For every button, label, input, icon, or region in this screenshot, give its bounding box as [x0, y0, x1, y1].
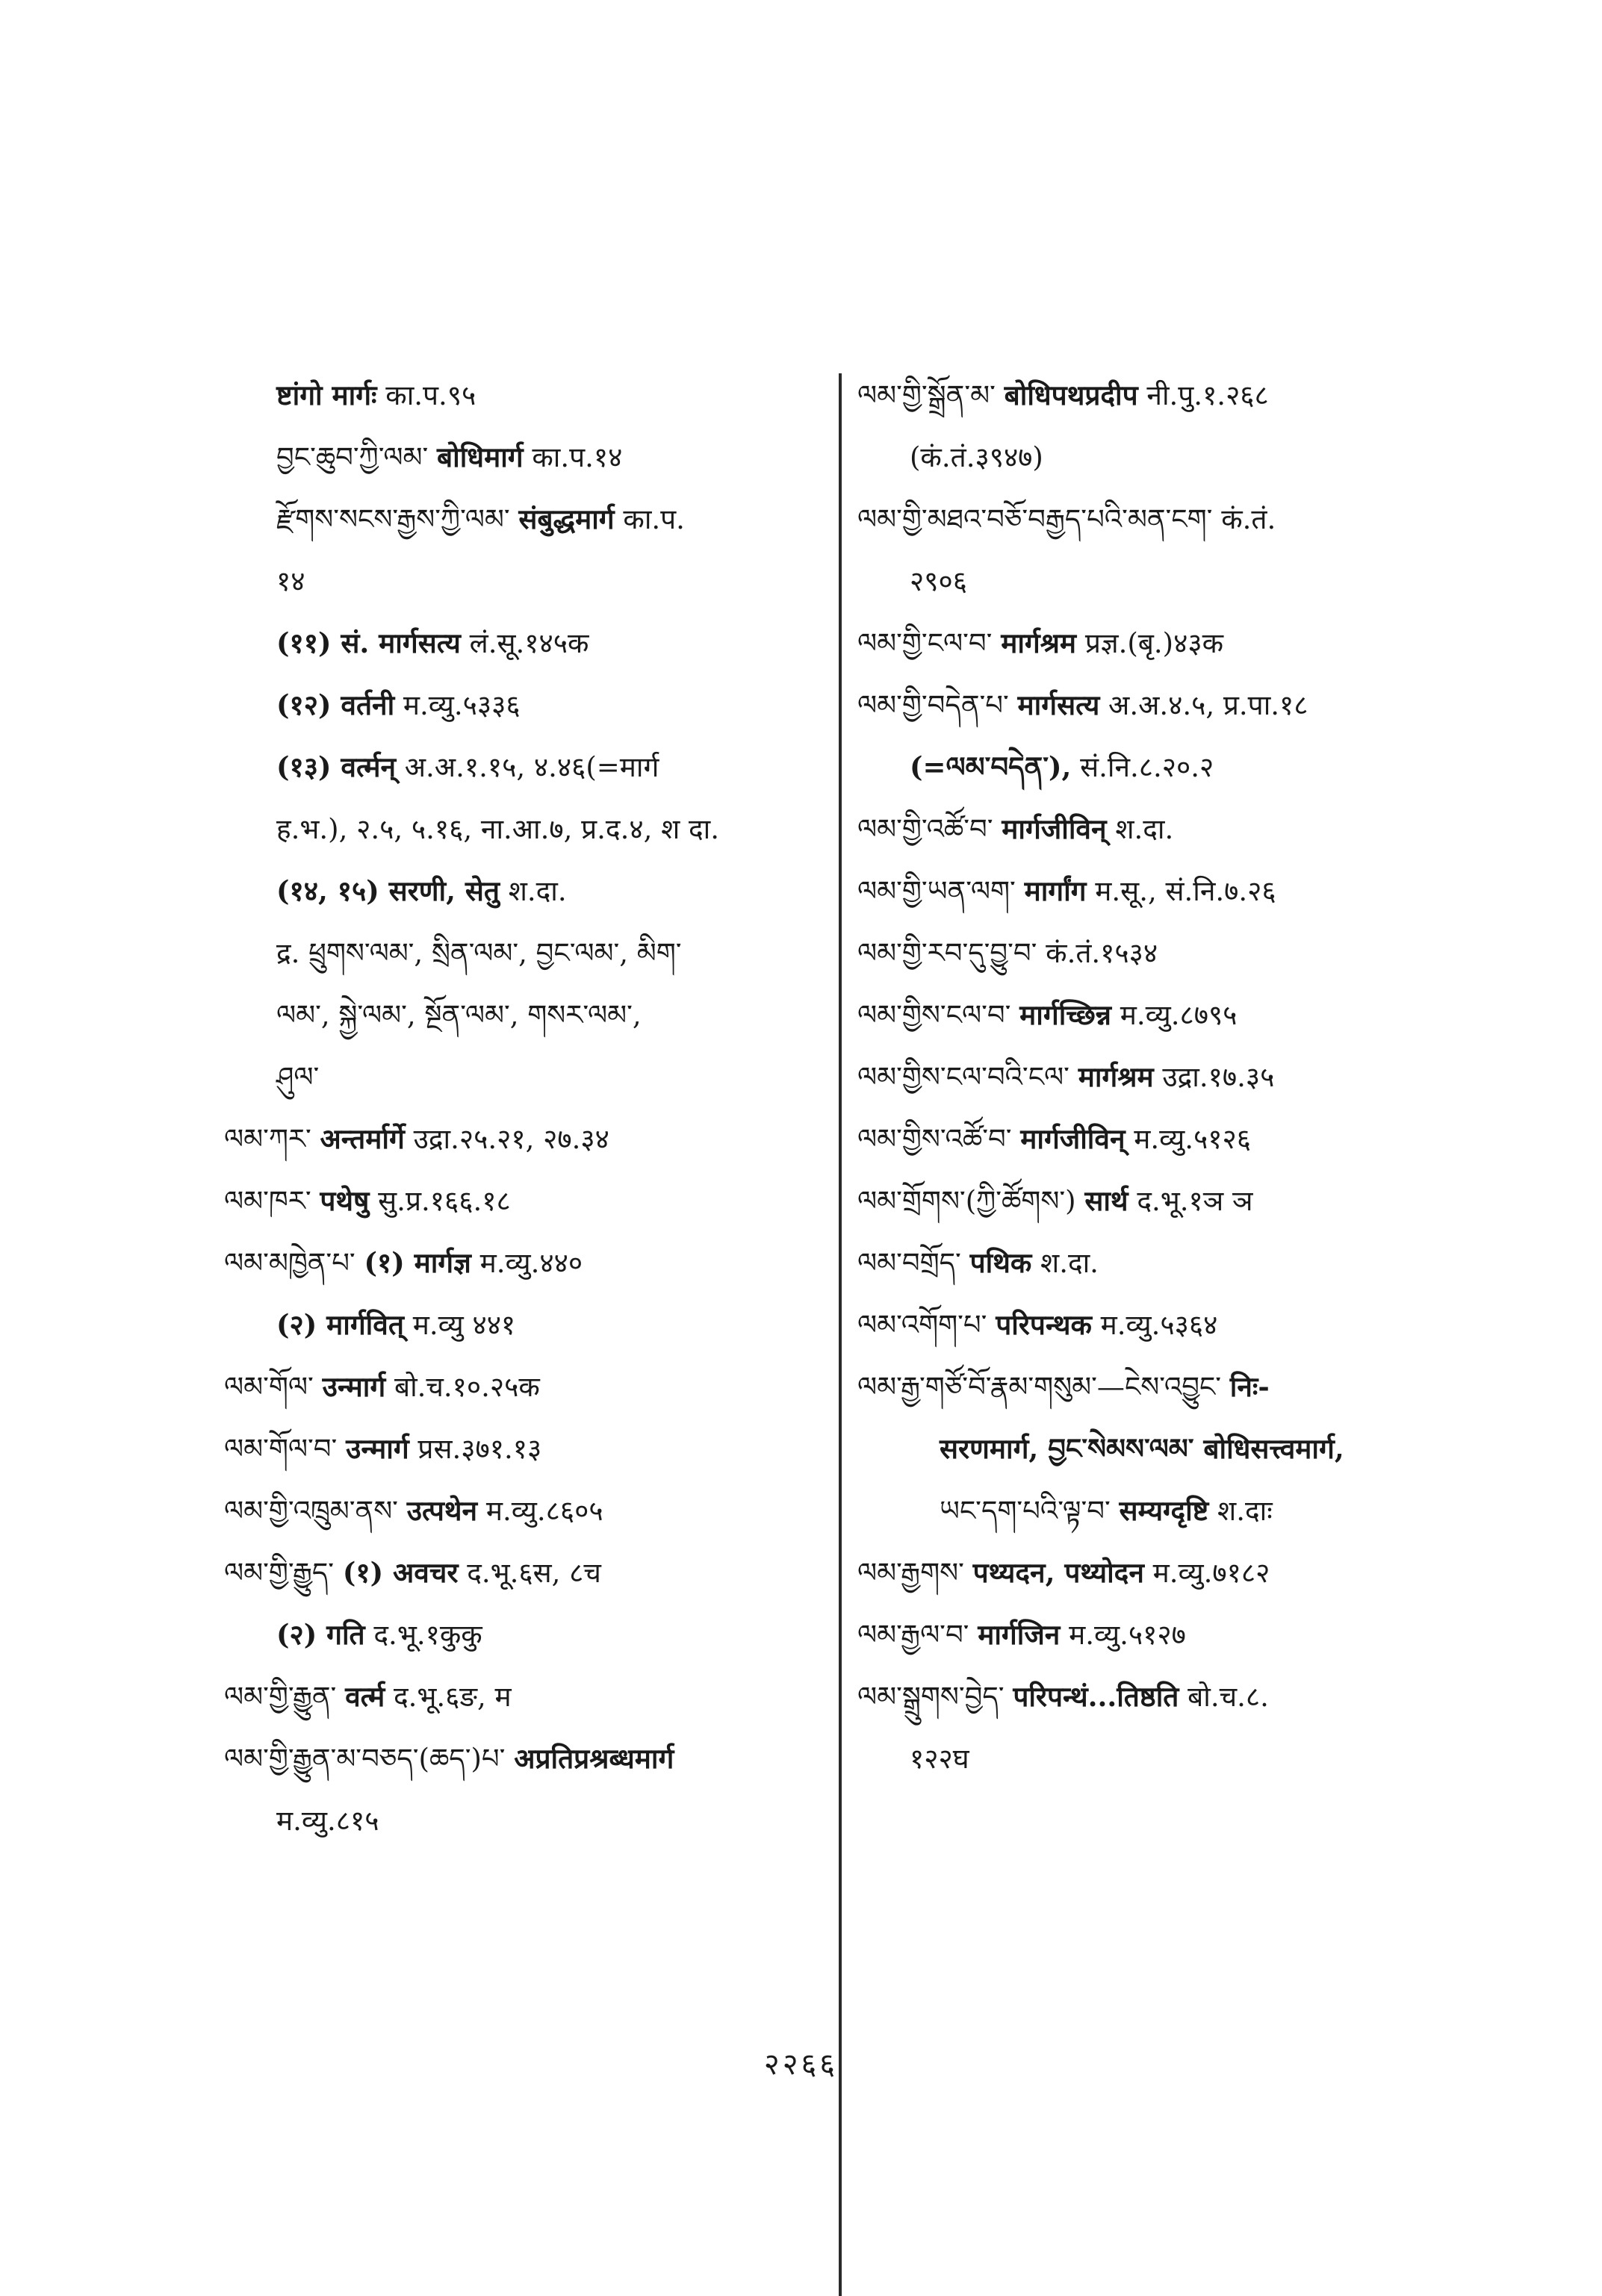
entry-head: ལམ་འགོག་པ་: [857, 1309, 987, 1341]
entry-head: ལམ་གྱི་བདེན་པ་: [857, 689, 1009, 721]
entry-gloss: (२) मार्गवित्: [276, 1308, 404, 1341]
dictionary-entry: [224, 984, 829, 1046]
entry-gloss: (=ལམ་བདེན་),: [910, 750, 1072, 783]
entry-head: ལམ་གོལ་བ་: [224, 1433, 338, 1465]
dictionary-entry: [224, 1790, 829, 1852]
entry-head: ལམ་མཁྱེན་པ་: [224, 1247, 356, 1279]
entry-head: ལམ་ཀར་: [224, 1123, 311, 1155]
dictionary-entry: [857, 1542, 1455, 1604]
entry-ref: १४: [276, 565, 305, 597]
entry-gloss: (१३) वर्त्मन्: [276, 750, 397, 783]
dictionary-entry: [857, 612, 1455, 674]
dictionary-entry: [224, 1728, 829, 1790]
entry-ref: म.व्यु.८६०५: [485, 1495, 603, 1527]
dictionary-entry: [857, 736, 1455, 798]
entry-head: ལམ་གྱི་ཡན་ལག་: [857, 875, 1016, 907]
entry-ref: म.व्यु.८७९५: [1120, 999, 1238, 1031]
entry-ref: द.भू.६स, ८च: [467, 1557, 601, 1589]
dictionary-entry: [224, 674, 829, 736]
entry-gloss: (२) गति: [276, 1618, 365, 1651]
dictionary-entry: [224, 1170, 829, 1232]
entry-head: ལམ་སྒྲུགས་བྱེད་: [857, 1681, 1005, 1713]
entry-gloss: ष्टांगो मार्गः: [276, 379, 377, 411]
entry-ref: म.व्यु.७१८२: [1152, 1557, 1270, 1589]
entry-ref: द्र. ཕྲུགས་ལམ་, སྲིན་ལམ་, བྱང་ལམ་, མིག་: [276, 937, 682, 969]
entry-gloss: उत्पथेन: [406, 1494, 478, 1527]
entry-ref: २९०६: [910, 565, 967, 597]
entry-gloss: मार्गश्रम: [1001, 626, 1077, 659]
entry-gloss: मार्गजीविन्: [1020, 1122, 1126, 1155]
entry-ref: ह.भ.), २.५, ५.१६, ना.आ.७, प्र.द.४, श दा.: [276, 813, 720, 845]
dictionary-entry: [224, 736, 829, 798]
entry-ref: म.व्यु.८१५: [276, 1805, 379, 1837]
entry-ref: द.भू.१ञ ञ: [1137, 1185, 1253, 1217]
dictionary-entry: [857, 1046, 1455, 1108]
dictionary-entry: [224, 1232, 829, 1294]
entry-head: ལམ་གྱིས་འཚོ་བ་: [857, 1123, 1012, 1155]
entry-ref: (कं.तं.३९४७): [910, 441, 1043, 473]
entry-gloss: (११) सं. मार्गसत्य: [276, 626, 461, 659]
entry-ref: म.व्यु.४४०: [479, 1247, 583, 1279]
entry-gloss: सम्यग्दृष्टि: [1119, 1494, 1209, 1527]
dictionary-entry: [857, 1418, 1455, 1480]
dictionary-entry: [857, 1356, 1455, 1418]
dictionary-entry: [857, 1666, 1455, 1728]
dictionary-entry: [857, 1728, 1455, 1790]
entry-ref: द.भू.६ङ, म: [393, 1681, 512, 1713]
page-number: २२६६: [763, 2047, 839, 2082]
dictionary-entry: [857, 1294, 1455, 1356]
dictionary-entry: [857, 1108, 1455, 1170]
entry-head: ལམ་གོལ་: [224, 1371, 314, 1403]
entry-ref: कं.तं.: [1221, 503, 1276, 535]
dictionary-entry: [224, 922, 829, 984]
dictionary-entry: [224, 1356, 829, 1418]
left-column: [224, 364, 829, 1852]
entry-head: ལམ་གྱི་རྒྱུན་མ་བཅད་(ཆད་)པ་: [224, 1743, 506, 1775]
entry-gloss: (१) मार्गज्ञ: [364, 1246, 471, 1279]
entry-ref: लं.सू.१४५क: [469, 627, 589, 659]
entry-head: ལམ་གྱི་འཁྲུམ་ནས་: [224, 1495, 398, 1527]
dictionary-entry: [224, 1108, 829, 1170]
entry-gloss: अन्तर्मार्गे: [320, 1122, 405, 1155]
entry-ref: अ.अ.१.१५, ४.४६(=मार्ग: [404, 751, 659, 783]
entry-ref: उद्रा.१७.३५: [1162, 1061, 1275, 1093]
entry-ref: म.व्यु ४४१: [412, 1309, 516, 1341]
entry-gloss: मार्गजिन: [978, 1618, 1061, 1651]
dictionary-entry: [224, 798, 829, 860]
entry-head: བྱང་ཆུབ་ཀྱི་ལམ་: [276, 441, 429, 473]
entry-ref: कं.तं.१५३४: [1046, 937, 1158, 969]
entry-head: ལམ་གྲོགས་(ཀྱི་ཚོགས་): [857, 1185, 1076, 1217]
dictionary-entry: [857, 426, 1455, 488]
dictionary-entry: [224, 1604, 829, 1666]
entry-gloss: (१२) वर्तनी: [276, 688, 395, 721]
dictionary-entry: [224, 1542, 829, 1604]
entry-ref: का.प.९५: [385, 379, 476, 411]
dictionary-entry: [224, 488, 829, 550]
dictionary-entry: [857, 488, 1455, 550]
dictionary-entry: [857, 1604, 1455, 1666]
entry-gloss: उन्मार्ग: [346, 1432, 409, 1465]
entry-gloss: संबुद्धमार्ग: [518, 503, 615, 535]
right-column: [857, 364, 1455, 1790]
dictionary-entry: [857, 922, 1455, 984]
entry-gloss: पथेषु: [320, 1184, 370, 1217]
entry-ref: उद्रा.२५.२१, २७.३४: [413, 1123, 609, 1155]
entry-head: ལམ་གྱི་རབ་དུ་བྱུ་བ་: [857, 937, 1037, 969]
dictionary-entry: [857, 1170, 1455, 1232]
entry-head: ལམ་བགྲོད་: [857, 1247, 961, 1279]
dictionary-entry: [224, 612, 829, 674]
entry-ref: प्रज्ञ.(बृ.)४३क: [1084, 627, 1224, 659]
entry-ref: बो.च.८.: [1187, 1681, 1269, 1713]
entry-head: ལམ་གྱི་མཐའ་བཅོ་བརྒྱད་པའི་མན་ངག་: [857, 503, 1213, 535]
entry-ref: श.दाः: [1217, 1495, 1273, 1527]
entry-ref: का.प.१४: [532, 441, 623, 473]
entry-gloss: मार्गसत्य: [1017, 688, 1100, 721]
entry-gloss: पथ्यदन, पथ्योदन: [972, 1556, 1144, 1589]
entry-gloss: मार्गांग: [1024, 874, 1087, 907]
entry-ref: म.व्यु.५१२६: [1134, 1123, 1252, 1155]
entry-gloss: सार्थ: [1084, 1184, 1128, 1217]
entry-ref: श.दा.: [1115, 813, 1174, 845]
entry-ref: ལམ་, སྐྱེ་ལམ་, སྔོན་ལམ་, གསར་ལམ་,: [276, 999, 642, 1031]
dictionary-entry: [857, 798, 1455, 860]
entry-head: ལམ་གྱིས་ངལ་བའི་ངལ་: [857, 1061, 1069, 1093]
dictionary-entry: [857, 364, 1455, 426]
dictionary-entry: [224, 1666, 829, 1728]
entry-ref: नी.पु.१.२६८: [1146, 379, 1269, 411]
dictionary-entry: [224, 1046, 829, 1108]
entry-ref: अ.अ.४.५, प्र.पा.१८: [1108, 689, 1308, 721]
entry-head: ལམ་གྱིས་ངལ་བ་: [857, 999, 1011, 1031]
entry-gloss: अप्रतिप्रश्रब्धमार्ग: [514, 1742, 674, 1775]
entry-ref: ཤུལ་: [276, 1061, 320, 1093]
dictionary-entry: [857, 1232, 1455, 1294]
entry-head: ལམ་རྒྱལ་བ་: [857, 1619, 969, 1651]
dictionary-entry: [857, 674, 1455, 736]
dictionary-entry: [224, 364, 829, 426]
dictionary-entry: [857, 860, 1455, 922]
dictionary-entry: [224, 1418, 829, 1480]
entry-head: ལམ་རྒྱགས་: [857, 1557, 964, 1589]
entry-ref: १२२घ: [910, 1743, 969, 1775]
entry-gloss: बोधिपथप्रदीप: [1004, 379, 1138, 411]
entry-gloss: बोधिमार्ग: [437, 441, 524, 473]
entry-head: ལམ་གྱི་སྒྲོན་མ་: [857, 379, 996, 411]
dictionary-entry: [224, 860, 829, 922]
entry-gloss: मार्गच्छिन्न: [1019, 998, 1111, 1031]
entry-ref: सं.नि.८.२०.२: [1080, 751, 1214, 783]
entry-gloss: (१) अवचर: [342, 1556, 459, 1589]
entry-ref: द.भू.१कुकु: [373, 1619, 482, 1651]
entry-gloss: उन्मार्ग: [322, 1370, 386, 1403]
dictionary-entry: [857, 984, 1455, 1046]
column-divider: [839, 373, 842, 2296]
entry-head: ལམ་ཁར་: [224, 1185, 311, 1217]
entry-ref: श.दा.: [1040, 1247, 1099, 1279]
entry-gloss: परिपन्थक: [996, 1308, 1092, 1341]
entry-gloss: (१४, १५) सरणी, सेतु: [276, 874, 500, 907]
entry-ref: का.प.: [623, 503, 685, 535]
dictionary-entry: [224, 1294, 829, 1356]
entry-ref: श.दा.: [508, 875, 567, 907]
dictionary-entry: [224, 1480, 829, 1542]
entry-head: ལམ་གྱི་རྒྱུད་: [224, 1557, 335, 1589]
entry-gloss: परिपन्थं...तिष्ठति: [1013, 1680, 1179, 1713]
entry-ref: बो.च.१०.२५क: [394, 1371, 540, 1403]
dictionary-entry: [857, 550, 1455, 612]
entry-ref: म.व्यु.५३६४: [1100, 1309, 1218, 1341]
entry-head: རྫོགས་སངས་རྒྱས་ཀྱི་ལམ་: [276, 503, 510, 535]
entry-gloss: सरणमार्ग, བྱང་སེམས་ལམ་ बोधिसत्त्वमार्ग,: [940, 1432, 1344, 1465]
dictionary-entry: [224, 426, 829, 488]
entry-ref: सु.प्र.१६६.१८: [378, 1185, 511, 1217]
entry-head: ལམ་རྒྱ་གཙོ་བོ་རྣམ་གསུམ་—ངེས་འབྱུང་: [857, 1371, 1222, 1403]
entry-gloss: निः-: [1229, 1370, 1270, 1403]
dictionary-entry: [224, 550, 829, 612]
entry-head: ལམ་གྱི་ངལ་བ་: [857, 627, 993, 659]
entry-gloss: मार्गजीविन्: [1002, 812, 1107, 845]
entry-ref: म.व्यु.५३३६: [403, 689, 521, 721]
entry-gloss: पथिक: [969, 1246, 1032, 1279]
entry-head: ལམ་གྱི་འཚོ་བ་: [857, 813, 993, 845]
entry-ref: प्रस.३७१.१३: [417, 1433, 542, 1465]
entry-ref: म.सू., सं.नि.७.२६: [1095, 875, 1276, 907]
dictionary-entry: [857, 1480, 1455, 1542]
entry-head: ཡང་དག་པའི་ལྟ་བ་: [940, 1495, 1111, 1527]
entry-gloss: मार्गश्रम: [1078, 1060, 1154, 1093]
entry-head: ལམ་གྱི་རྒྱུན་: [224, 1681, 337, 1713]
entry-gloss: वर्त्म: [345, 1680, 385, 1713]
entry-ref: म.व्यु.५१२७: [1069, 1619, 1186, 1651]
